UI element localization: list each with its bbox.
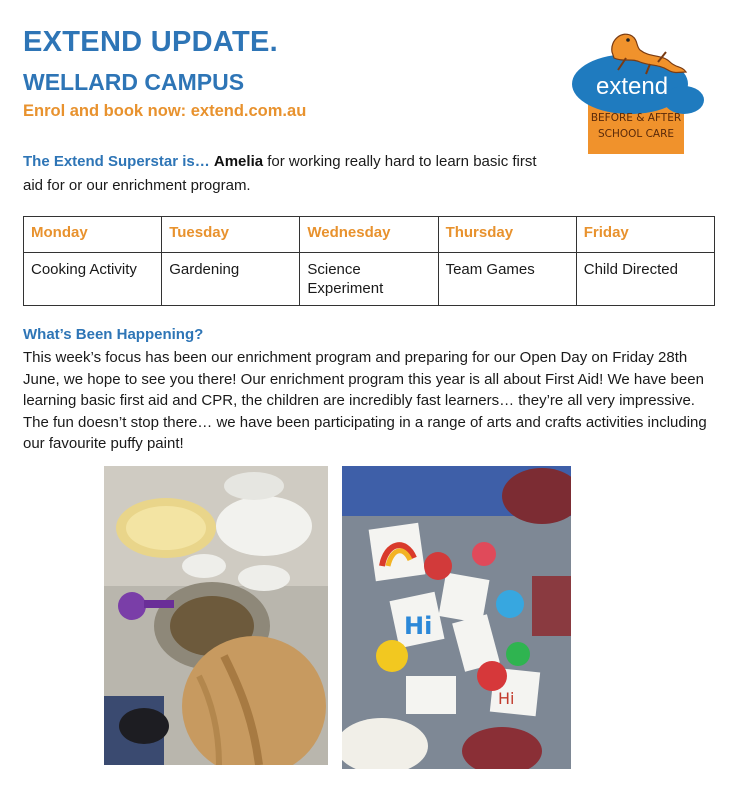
logo-brand-text: extend [596, 73, 669, 100]
logo-tagline-1: BEFORE & AFTER [590, 112, 682, 124]
cooking-photo [104, 466, 328, 765]
activity-wednesday: Science Experiment [300, 253, 438, 306]
photo-hi-text-2: Hi [498, 689, 515, 708]
photo-hi-text-1: Hi [404, 612, 433, 640]
superstar-name: Amelia [213, 153, 264, 170]
superstar-text: for working really hard to learn basic first aid for or our enrichment program. [23, 153, 537, 194]
happening-heading: What’s Been Happening? [23, 326, 204, 343]
superstar-paragraph [23, 150, 553, 198]
schedule-activity-row [24, 253, 715, 306]
activity-thursday: Team Games [438, 253, 576, 306]
extend-logo [566, 22, 706, 162]
newsletter-title: EXTEND UPDATE. [23, 26, 279, 58]
superstar-lead: The Extend Superstar is… [23, 153, 210, 170]
day-friday: Friday [576, 217, 714, 253]
weekly-schedule-table [23, 216, 715, 306]
logo-tagline-2: SCHOOL CARE [597, 128, 675, 140]
day-tuesday: Tuesday [162, 217, 300, 253]
puffy-paint-photo-illustration [342, 466, 571, 769]
activity-friday: Child Directed [576, 253, 714, 306]
day-thursday: Thursday [438, 217, 576, 253]
puffy-paint-photo [342, 466, 571, 769]
day-wednesday: Wednesday [300, 217, 438, 253]
enrol-link[interactable]: Enrol and book now: extend.com.au [23, 102, 307, 120]
cooking-photo-illustration [104, 466, 328, 765]
day-monday: Monday [24, 217, 162, 253]
activity-tuesday: Gardening [162, 253, 300, 306]
happening-body: This week’s focus has been our enrichment program and preparing for our Open Day on Friday 28th June, we hope to see you there! Our enrichment program this year is all about First Aid! We have been learning basic first aid and CPR, the children are incredibly fast learners… they’re all very impressive. The fun doesn’t stop there… we have been participating in a range of arts and crafts activities including our favourite puffy paint! [23, 349, 707, 453]
schedule-header-row [24, 217, 715, 253]
campus-name: WELLARD CAMPUS [23, 69, 245, 95]
activity-monday: Cooking Activity [24, 253, 162, 306]
